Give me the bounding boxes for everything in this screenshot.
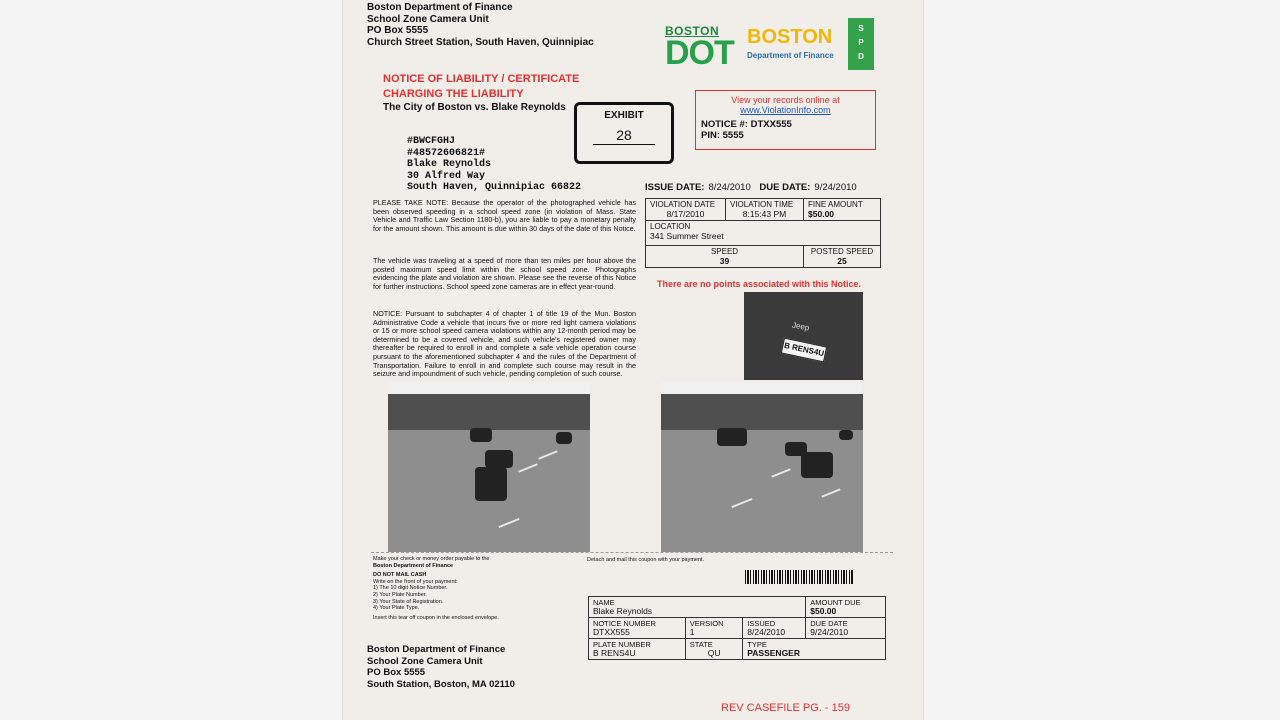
payment-line: 3) Your State of Registration. (373, 598, 444, 605)
camera-photo-1 (388, 382, 590, 552)
posted-speed-cell (804, 246, 881, 268)
car (475, 467, 507, 501)
location-label: LOCATION (650, 222, 691, 231)
notice-label: NOTICE #: (701, 119, 748, 130)
payment-line: Boston Department of Finance (373, 562, 454, 569)
coupon-notice-label: NOTICE NUMBER (593, 619, 656, 628)
exhibit-stamp (574, 102, 674, 164)
body-paragraph-2: The vehicle was traveling at a speed of more than ten miles per hour above the posted maximum speed limit within the school speed zone. Photographs evidencing the plate and violation are shown. Please see the reverse of this Notice for further instructions. School speed zone cameras are in effect year-round. (373, 256, 636, 291)
boston-dot-logo (665, 24, 735, 72)
dot-logo-bottom: DOT (665, 34, 734, 72)
violation-info-link[interactable]: www.ViolationInfo.com (740, 105, 831, 115)
due-date-value: 9/24/2010 (814, 182, 857, 193)
title-line: CHARGING THE LIABILITY (383, 88, 524, 100)
fine-amount-value: $50.00 (808, 209, 835, 219)
spd-logo (848, 18, 874, 70)
payment-line: 2) Your Plate Number. (373, 591, 427, 598)
payment-instructions (373, 556, 499, 621)
payment-line: Write on the front of your payment: (373, 578, 458, 585)
posted-speed-label: POSTED SPEED (810, 247, 874, 256)
car (717, 428, 747, 446)
exhibit-label: EXHIBIT (604, 110, 644, 121)
coupon-due-cell (806, 618, 886, 639)
coupon-version-value: 1 (689, 627, 695, 637)
recipient-address (407, 136, 581, 194)
recipient-line: Blake Reynolds (407, 159, 492, 170)
payment-coupon (588, 596, 886, 660)
recipient-line: #BWCFGHJ (407, 136, 456, 147)
casefile-page-number: REV CASEFILE PG. - 159 (721, 702, 850, 714)
dot-logo-top: BOSTON (665, 24, 720, 38)
return-line: PO Box 5555 (367, 667, 426, 678)
violation-date-cell (646, 199, 726, 221)
coupon-due-label: DUE DATE (810, 619, 848, 628)
violation-time-label: VIOLATION TIME (729, 200, 794, 209)
coupon-issued-value: 8/24/2010 (747, 627, 786, 637)
notice-title (383, 72, 579, 102)
jeep-badge: Jeep (791, 320, 811, 333)
tear-line (371, 552, 893, 553)
coupon-state-value: QU (707, 648, 721, 658)
coupon-type-value: PASSENGER (747, 648, 800, 658)
coupon-plate-cell (589, 639, 686, 660)
notice-page (343, 0, 923, 720)
coupon-notice-cell (589, 618, 686, 639)
car (839, 430, 853, 440)
coupon-due-value: 9/24/2010 (810, 627, 849, 637)
online-text: View your records online at (731, 95, 840, 105)
barcode (745, 570, 853, 584)
coupon-state-cell (685, 639, 743, 660)
recipient-line: South Haven, Quinnipiac 66822 (407, 182, 582, 193)
boston-logo-text: BOSTON (747, 26, 833, 48)
boston-logo-sub: Department of Finance (747, 51, 834, 60)
license-plate: B RENS4U (781, 338, 827, 363)
issue-date-value: 8/24/2010 (708, 182, 751, 193)
due-date-label: DUE DATE: (759, 182, 811, 193)
violation-date-label: VIOLATION DATE (650, 200, 716, 209)
sender-address (367, 2, 594, 48)
payment-line: 1) The 10 digit Notice Number. (373, 585, 448, 592)
coupon-amount-cell (806, 597, 886, 618)
coupon-name-cell (589, 597, 806, 618)
pin-value: 5555 (722, 130, 744, 141)
coupon-name-value: Blake Reynolds (593, 606, 653, 616)
speed-cell (646, 246, 804, 268)
coupon-state-label: STATE (689, 640, 713, 649)
violation-date-value: 8/17/2010 (666, 209, 705, 219)
return-line: School Zone Camera Unit (367, 655, 483, 667)
body-paragraph-3: NOTICE: Pursuant to subchapter 4 of chapter 1 of title 19 of the Mun. Boston Administrative Code a vehicle that incurs five or more red light camera violations or 15 or more school speed camera violations within any 12-month period may be determined to be a covered vehicle, and such vehicle's registered owner may thereafter be required to enroll in and complete a safe vehicle operation course pursuant to the aforementioned subchapter 4 and the rules of the Department of Transportation. Failure to enroll in and complete such course may result in the seizure and impoundment of such vehicle, pending completion of such course. (373, 309, 636, 379)
coupon-amount-value: $50.00 (810, 606, 837, 616)
notice-number-line (701, 119, 875, 141)
coupon-type-label: TYPE (747, 640, 767, 649)
title-line: NOTICE OF LIABILITY / CERTIFICATE (383, 73, 580, 85)
coupon-version-label: VERSION (689, 619, 724, 628)
coupon-name-label: NAME (593, 598, 615, 607)
coupon-version-cell (685, 618, 743, 639)
payment-line: Make your check or money order payable to the (373, 556, 490, 562)
notice-value: DTXX555 (750, 119, 792, 130)
posted-speed-value: 25 (837, 256, 847, 266)
issue-due-dates (645, 182, 863, 193)
no-points-notice: There are no points associated with this Notice. (657, 279, 862, 289)
coupon-issued-label: ISSUED (747, 619, 776, 628)
detach-instruction: Detach and mail this coupon with your payment. (587, 557, 705, 563)
fine-amount-label: FINE AMOUNT (808, 200, 863, 209)
buildings (388, 394, 590, 432)
sender-line: School Zone Camera Unit (367, 13, 489, 25)
buildings (661, 394, 863, 432)
location-value: 341 Summer Street (650, 231, 724, 241)
violation-table (645, 198, 881, 268)
recipient-line: #48572606821# (407, 147, 486, 159)
coupon-notice-value: DTXX555 (593, 627, 630, 637)
violation-time-value: 8:15:43 PM (742, 209, 787, 219)
payment-line: 4) Your Plate Type. (373, 605, 420, 612)
body-paragraph-1: PLEASE TAKE NOTE: Because the operator of the photographed vehicle has been observed speeding in a school speed zone (in violation of Mass. State Vehicle and Traffic Law Section 1180-b), you are liable to pay a monetary penalty for the amount shown. This amount is due within 30 days of the date of this Notice. (373, 198, 636, 233)
car (556, 432, 572, 444)
car (801, 452, 833, 478)
car (785, 442, 807, 456)
return-line: Boston Department of Finance (367, 644, 506, 655)
issue-date-label: ISSUE DATE: (645, 182, 705, 193)
camera-photo-2 (661, 382, 863, 552)
payment-line: DO NOT MAIL CASH (373, 572, 427, 579)
pin-label: PIN: (701, 130, 720, 141)
coupon-plate-value: B RENS4U (593, 648, 636, 658)
car (485, 450, 513, 468)
sender-line: Church Street Station, South Haven, Quinnipiac (367, 36, 594, 48)
spd-logo-text: S P D (858, 24, 864, 61)
violation-time-cell (725, 199, 803, 221)
return-address (367, 644, 515, 690)
coupon-type-cell (743, 639, 886, 660)
sender-line: Boston Department of Finance (367, 2, 513, 13)
coupon-issued-cell (743, 618, 806, 639)
case-title: The City of Boston vs. Blake Reynolds (383, 102, 566, 113)
coupon-amount-label: AMOUNT DUE (810, 598, 861, 607)
online-records-box (695, 90, 876, 150)
license-plate-photo (744, 292, 863, 380)
coupon-plate-label: PLATE NUMBER (593, 640, 651, 649)
exhibit-number: 28 (593, 127, 655, 145)
location-cell (646, 221, 881, 246)
return-line: South Station, Boston, MA 02110 (367, 678, 515, 690)
sender-line: PO Box 5555 (367, 25, 429, 36)
speed-label: SPEED (710, 247, 739, 256)
fine-amount-cell (804, 199, 881, 221)
speed-value: 39 (719, 256, 730, 266)
car (470, 428, 492, 442)
recipient-line: 30 Alfred Way (407, 170, 486, 182)
payment-line: Insert this tear off coupon in the enclosed envelope. (373, 614, 499, 621)
boston-finance-logo (747, 26, 834, 60)
